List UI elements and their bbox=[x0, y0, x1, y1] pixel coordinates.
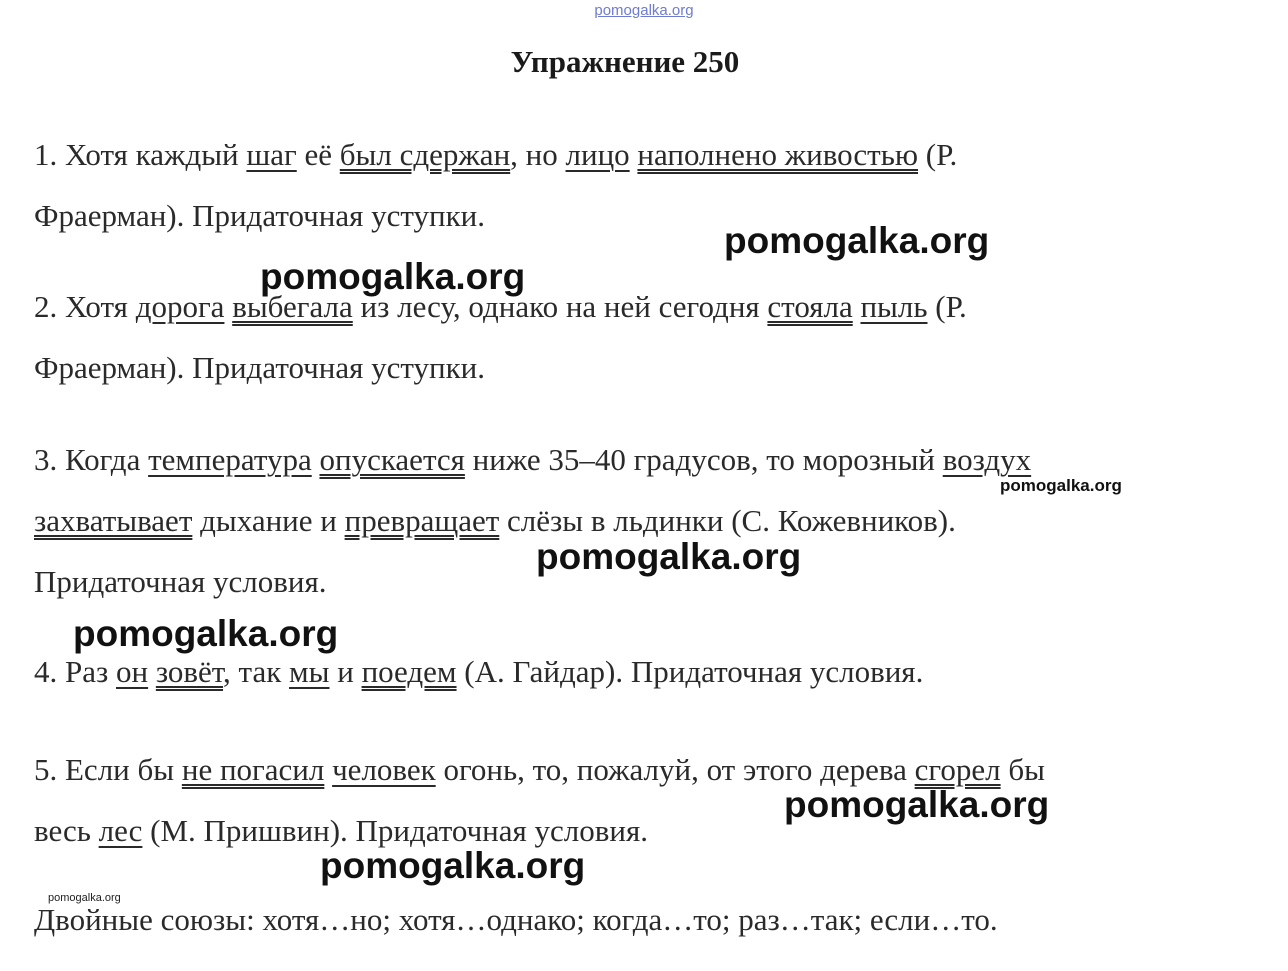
text-fragment: из лесу, однако на ней сегодня bbox=[352, 289, 768, 324]
text-fragment: (Р. bbox=[918, 137, 958, 172]
watermark: pomogalka.org bbox=[724, 220, 990, 261]
item-line: Фраерман). Придаточная уступки. bbox=[34, 198, 485, 233]
text-fragment: 1. Хотя каждый bbox=[34, 137, 247, 172]
watermark: pomogalka.org bbox=[320, 845, 586, 886]
text-fragment bbox=[324, 752, 332, 787]
site-link[interactable]: pomogalka.org bbox=[594, 2, 694, 19]
predicate-word: зовёт bbox=[155, 654, 224, 689]
text-fragment: весь bbox=[34, 813, 99, 848]
text-fragment: и bbox=[329, 654, 362, 689]
text-fragment: , так bbox=[223, 654, 290, 689]
subject-word: лицо bbox=[565, 137, 630, 172]
predicate-word: выбегала bbox=[232, 289, 353, 324]
text-fragment: огонь, то, пожалуй, от этого дерева bbox=[435, 752, 915, 787]
predicate-word: захватывает bbox=[34, 503, 193, 538]
subject-word: температура bbox=[148, 442, 312, 477]
predicate-phrase: не погасил bbox=[181, 752, 325, 787]
watermark: pomogalka.org bbox=[536, 536, 802, 577]
text-fragment: ниже 35–40 градусов, то морозный bbox=[464, 442, 943, 477]
predicate-word: стояла bbox=[767, 289, 853, 324]
text-fragment bbox=[148, 654, 156, 689]
exercise-item-2 bbox=[34, 276, 1224, 398]
text-fragment: (М. Пришвин). Придаточная условия. bbox=[142, 813, 648, 848]
item-line bbox=[34, 124, 1224, 185]
exercise-title: Упражнение 250 bbox=[510, 44, 740, 79]
item-line bbox=[34, 276, 1224, 337]
summary-line: Двойные союзы: хотя…но; хотя…однако; когда…то; раз…так; если…то. bbox=[34, 902, 998, 937]
predicate-phrase: был сдержан bbox=[339, 137, 511, 172]
predicate-word: сгорел bbox=[914, 752, 1001, 787]
text-fragment: (А. Гайдар). Придаточная условия. bbox=[456, 654, 924, 689]
predicate-phrase: наполнено живостью bbox=[637, 137, 919, 172]
text-fragment: её bbox=[296, 137, 340, 172]
watermark: pomogalka.org bbox=[1000, 476, 1122, 495]
watermark: pomogalka.org bbox=[73, 613, 339, 654]
text-fragment: 3. Когда bbox=[34, 442, 149, 477]
subject-word: пыль bbox=[860, 289, 928, 324]
text-fragment: бы bbox=[1000, 752, 1045, 787]
exercise-item-1 bbox=[34, 124, 1224, 246]
double-conjunctions-summary bbox=[34, 889, 1224, 950]
text-fragment: 2. Хотя bbox=[34, 289, 136, 324]
subject-word: он bbox=[116, 654, 149, 689]
watermark: pomogalka.org bbox=[260, 256, 526, 297]
item-line: Придаточная условия. bbox=[34, 564, 327, 599]
predicate-word: опускается bbox=[319, 442, 465, 477]
subject-word: лес bbox=[98, 813, 143, 848]
subject-word: человек bbox=[332, 752, 436, 787]
text-fragment: 5. Если бы bbox=[34, 752, 182, 787]
subject-word: дорога bbox=[135, 289, 225, 324]
item-line: Фраерман). Придаточная уступки. bbox=[34, 350, 485, 385]
watermark: pomogalka.org bbox=[48, 892, 121, 904]
predicate-word: поедем bbox=[361, 654, 457, 689]
subject-word: воздух bbox=[942, 442, 1032, 477]
text-fragment: дыхание и bbox=[192, 503, 345, 538]
text-fragment: (Р. bbox=[927, 289, 967, 324]
text-fragment: , но bbox=[510, 137, 566, 172]
exercise-item-3 bbox=[34, 429, 1224, 612]
text-fragment: 4. Раз bbox=[34, 654, 116, 689]
predicate-word: превращает bbox=[344, 503, 500, 538]
watermark: pomogalka.org bbox=[784, 784, 1050, 825]
subject-word: мы bbox=[289, 654, 330, 689]
text-fragment: слёзы в льдинки (С. Кожевников). bbox=[499, 503, 956, 538]
subject-word: шаг bbox=[246, 137, 297, 172]
